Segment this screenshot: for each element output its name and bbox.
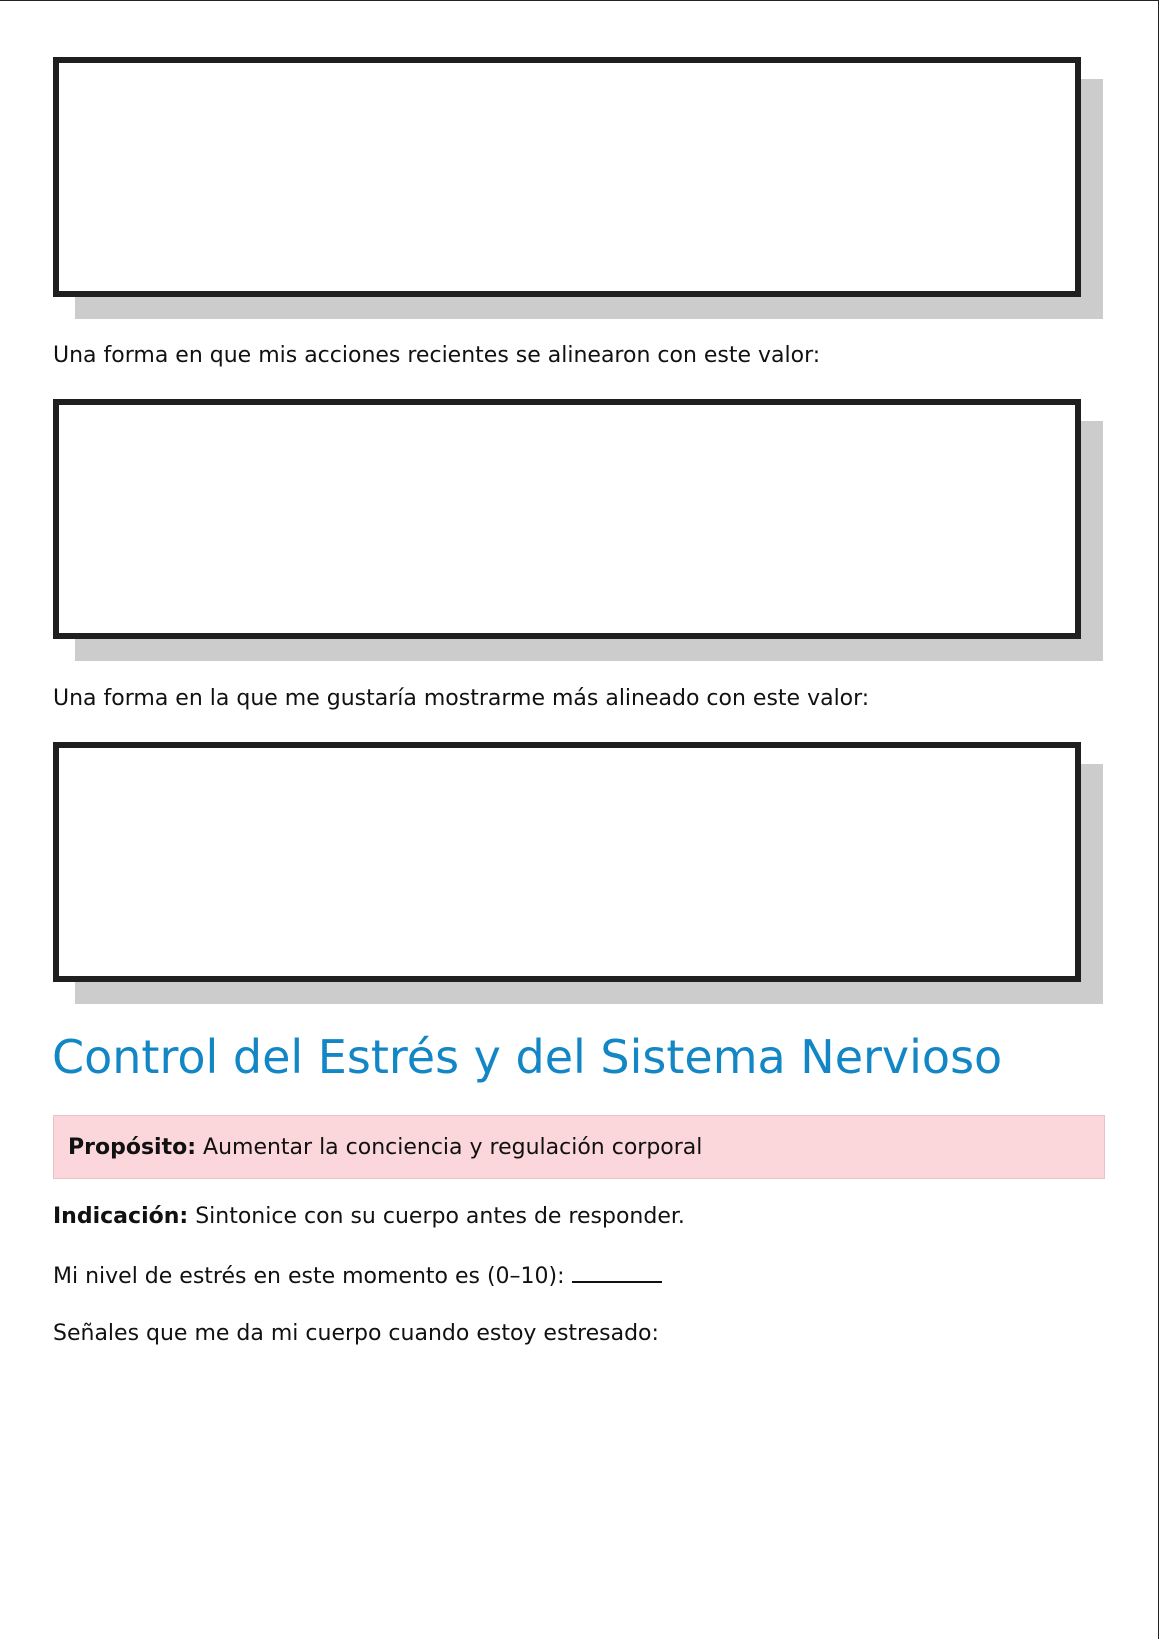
prompt-show-more-aligned: Una forma en la que me gustaría mostrarme más alineado con este valor:	[53, 686, 870, 711]
stress-level-prompt: Mi nivel de estrés en este momento es (0–10):	[53, 1264, 565, 1289]
purpose-label: Propósito:	[68, 1134, 197, 1160]
indication-label: Indicación:	[53, 1204, 189, 1229]
stress-level-line	[53, 1262, 662, 1292]
answer-box-1[interactable]	[53, 57, 1081, 297]
stress-level-blank[interactable]	[572, 1263, 662, 1283]
indication-line	[53, 1202, 685, 1232]
prompt-body-signals: Señales que me da mi cuerpo cuando estoy estresado:	[53, 1321, 659, 1346]
purpose-text: Aumentar la conciencia y regulación corporal	[203, 1134, 703, 1160]
answer-box-3[interactable]	[53, 742, 1081, 982]
answer-box-2[interactable]	[53, 399, 1081, 639]
indication-text: Sintonice con su cuerpo antes de responder.	[195, 1204, 685, 1229]
section-title: Control del Estrés y del Sistema Nervioso	[52, 1030, 1003, 1084]
prompt-actions-aligned: Una forma en que mis acciones recientes se alinearon con este valor:	[53, 343, 821, 368]
purpose-callout	[53, 1115, 1105, 1179]
